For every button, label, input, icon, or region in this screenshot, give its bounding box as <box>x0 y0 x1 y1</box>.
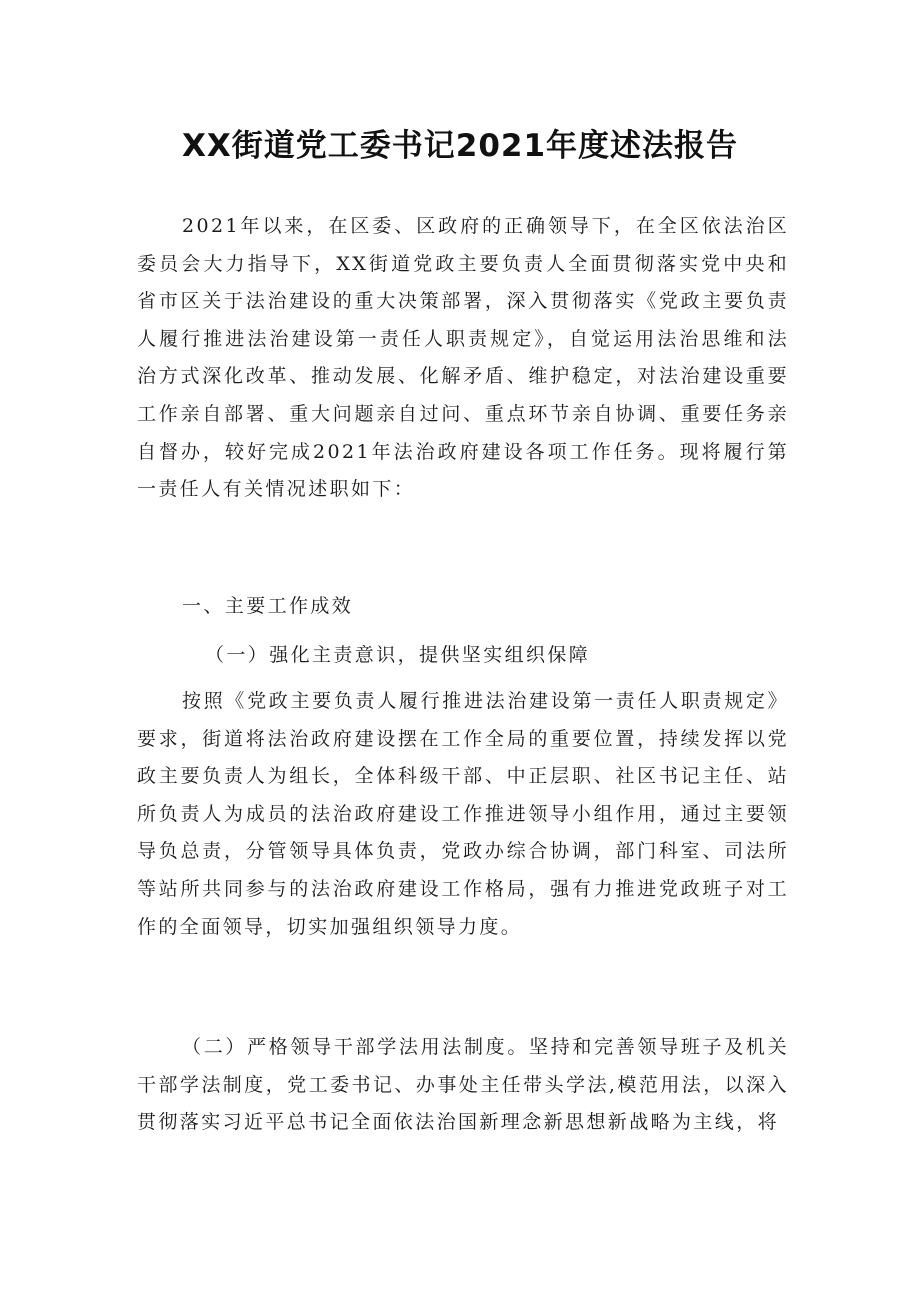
sub-body-paragraph-2: （二）严格领导干部学法用法制度。坚持和完善领导班子及机关干部学法制度，党工委书记、办事处主任带头学法,模范用法，以深入贯彻落实习近平总书记全面依法治国新理念新思想新战略为主线，将 <box>137 1036 789 1134</box>
document-title: XX街道党工委书记2021年度述法报告 <box>181 128 739 164</box>
sub-body-paragraph-1: 按照《党政主要负责人履行推进法治建设第一责任人职责规定》要求，街道将法治政府建设摆在工作全局的重要位置，持续发挥以党政主要负责人为组长，全体科级干部、中正层职、社区书记主任、站所负责人为成员的法治政府建设工作推进领导小组作用，通过主要领导负总责，分管领导具体负责，党政办综合协调，部门科室、司法所等站所共同参与的法治政府建设工作格局，强有力推进党政班子对工作的全面领导，切实加强组织领导力度。 <box>137 690 789 938</box>
section-heading: 一、主要工作成效 <box>182 595 354 617</box>
intro-paragraph: 2021年以来，在区委、区政府的正确领导下，在全区依法治区委员会大力指导下，XX街道党政主要负责人全面贯彻落实党中央和省市区关于法治建设的重大决策部署，深入贯彻落实《党政主要负责人履行推进法治建设第一责任人职责规定》，自觉运用法治思维和法治方式深化改革、推动发展、化解矛盾、维护稳定，对法治建设重要工作亲自部署、重大问题亲自过问、重点环节亲自协调、重要任务亲自督办，较好完成2021年法治政府建设各项工作任务。现将履行第一责任人有关情况述职如下： <box>137 215 789 501</box>
sub-heading-1: （一）强化主责意识，提供坚实组织保障 <box>205 644 591 666</box>
